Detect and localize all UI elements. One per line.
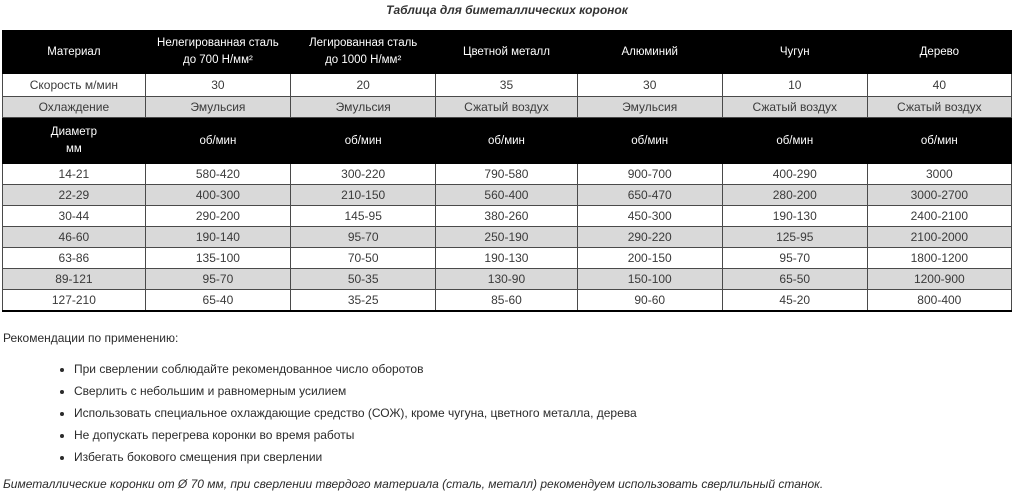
diameter-cell: 22-29: [3, 185, 146, 206]
list-item: • При сверлении соблюдайте рекомендованное число оборотов: [74, 358, 1012, 380]
diameter-header-line2: мм: [65, 142, 82, 155]
rpm-value-cell: 250-190: [436, 227, 577, 248]
diameter-cell: 46-60: [3, 227, 146, 248]
diameter-cell: 14-21: [3, 164, 146, 185]
rpm-value-cell: 580-420: [145, 164, 290, 185]
rpm-value-cell: 125-95: [722, 227, 867, 248]
diameter-cell: 89-121: [3, 269, 146, 290]
rpm-unit-cell: об/мин: [291, 118, 436, 164]
cooling-value-cell: Эмульсия: [145, 97, 290, 118]
rpm-value-cell: 65-50: [722, 269, 867, 290]
rpm-value-cell: 95-70: [291, 227, 436, 248]
rpm-value-cell: 900-700: [577, 164, 722, 185]
rpm-value-cell: 150-100: [577, 269, 722, 290]
rpm-value-cell: 3000-2700: [867, 185, 1011, 206]
cooling-value-cell: Сжатый воздух: [436, 97, 577, 118]
rpm-value-cell: 280-200: [722, 185, 867, 206]
rpm-value-cell: 400-300: [145, 185, 290, 206]
table-row: [3, 164, 1012, 185]
material-header-line: Нелегированная сталь: [157, 37, 279, 49]
diameter-header-line1: Диаметр: [50, 125, 97, 138]
rpm-value-cell: 95-70: [145, 269, 290, 290]
material-header-cell: [867, 31, 1011, 74]
list-item: • Сверлить с небольшим и равномерным усилием: [74, 380, 1012, 402]
diameter-header-label: [3, 118, 146, 164]
rpm-value-cell: 90-60: [577, 290, 722, 311]
rpm-unit-cell: об/мин: [145, 118, 290, 164]
table-row: [3, 185, 1012, 206]
rpm-value-cell: 790-580: [436, 164, 577, 185]
rpm-value-cell: 50-35: [291, 269, 436, 290]
material-header-cell: [436, 31, 577, 74]
rpm-value-cell: 35-25: [291, 290, 436, 311]
table-row: [3, 248, 1012, 269]
rpm-value-cell: 190-140: [145, 227, 290, 248]
speed-value-cell: 30: [145, 74, 290, 97]
material-header-cell: [577, 31, 722, 74]
speed-value-cell: 35: [436, 74, 577, 97]
rpm-value-cell: 190-130: [436, 248, 577, 269]
rpm-value-cell: 2400-2100: [867, 206, 1011, 227]
rpm-value-cell: 300-220: [291, 164, 436, 185]
cooling-row-label: Охлаждение: [3, 97, 146, 118]
material-header-line: Легированная сталь: [309, 37, 418, 49]
table-row: [3, 269, 1012, 290]
table-row: [3, 227, 1012, 248]
diameter-cell: 30-44: [3, 206, 146, 227]
rpm-value-cell: 65-40: [145, 290, 290, 311]
rpm-value-cell: 450-300: [577, 206, 722, 227]
speed-value-cell: 10: [722, 74, 867, 97]
rpm-unit-cell: об/мин: [722, 118, 867, 164]
rpm-value-cell: 85-60: [436, 290, 577, 311]
rpm-value-cell: 130-90: [436, 269, 577, 290]
rpm-value-cell: 650-470: [577, 185, 722, 206]
speed-row-label: Скорость м/мин: [3, 74, 146, 97]
rpm-unit-cell: об/мин: [436, 118, 577, 164]
rpm-value-cell: 200-150: [577, 248, 722, 269]
material-header-line: Цветной металл: [462, 45, 550, 58]
rpm-value-cell: 95-70: [722, 248, 867, 269]
cooling-value-cell: Сжатый воздух: [722, 97, 867, 118]
speed-value-cell: 20: [291, 74, 436, 97]
rpm-value-cell: 145-95: [291, 206, 436, 227]
rpm-header-row: [3, 118, 1012, 164]
material-header-line: до 1000 Н/мм²: [325, 54, 402, 66]
diameter-cell: 63-86: [3, 248, 146, 269]
table-row: [3, 290, 1012, 311]
table-row: [3, 206, 1012, 227]
bimetal-crown-table: [2, 30, 1012, 312]
rpm-value-cell: 800-400: [867, 290, 1011, 311]
rpm-value-cell: 190-130: [722, 206, 867, 227]
material-header-label: Материал: [3, 31, 146, 74]
rpm-unit-cell: об/мин: [867, 118, 1011, 164]
speed-row: [3, 74, 1012, 97]
rpm-value-cell: 70-50: [291, 248, 436, 269]
material-header-line: Алюминий: [621, 45, 678, 58]
page-title: Таблица для биметаллических коронок: [386, 3, 628, 17]
speed-value-cell: 30: [577, 74, 722, 97]
rpm-value-cell: 3000: [867, 164, 1011, 185]
rpm-value-cell: 1800-1200: [867, 248, 1011, 269]
cooling-value-cell: Эмульсия: [577, 97, 722, 118]
material-header-line: до 700 Н/мм²: [182, 54, 253, 66]
rpm-value-cell: 560-400: [436, 185, 577, 206]
material-header-cell: [722, 31, 867, 74]
recommendations-list: [2, 358, 1012, 468]
material-header-cell: [145, 31, 290, 74]
material-header-line: Дерево: [919, 45, 959, 58]
list-item: • Избегать бокового смещения при сверлении: [74, 446, 1012, 468]
material-header-line: Чугун: [779, 45, 810, 58]
material-header-cell: [291, 31, 436, 74]
speed-value-cell: 40: [867, 74, 1011, 97]
rpm-value-cell: 380-260: [436, 206, 577, 227]
diameter-cell: 127-210: [3, 290, 146, 311]
list-item: • Не допускать перегрева коронки во время работы: [74, 424, 1012, 446]
rpm-value-cell: 210-150: [291, 185, 436, 206]
rpm-value-cell: 2100-2000: [867, 227, 1011, 248]
cooling-value-cell: Эмульсия: [291, 97, 436, 118]
rpm-value-cell: 400-290: [722, 164, 867, 185]
recommendations-heading: Рекомендации по применению:: [3, 330, 179, 345]
cooling-row: [3, 97, 1012, 118]
material-header-row: [3, 31, 1012, 74]
rpm-value-cell: 45-20: [722, 290, 867, 311]
rpm-unit-cell: об/мин: [577, 118, 722, 164]
rpm-value-cell: 290-200: [145, 206, 290, 227]
cooling-value-cell: Сжатый воздух: [867, 97, 1011, 118]
footnote-text: Биметаллические коронки от Ø 70 мм, при сверлении твердого материала (сталь, металл) рекомендуем использовать сверлильный станок.: [3, 476, 824, 491]
rpm-value-cell: 135-100: [145, 248, 290, 269]
rpm-value-cell: 1200-900: [867, 269, 1011, 290]
rpm-value-cell: 290-220: [577, 227, 722, 248]
list-item: • Использовать специальное охлаждающие средство (СОЖ), кроме чугуна, цветного металла, дерева: [74, 402, 1012, 424]
